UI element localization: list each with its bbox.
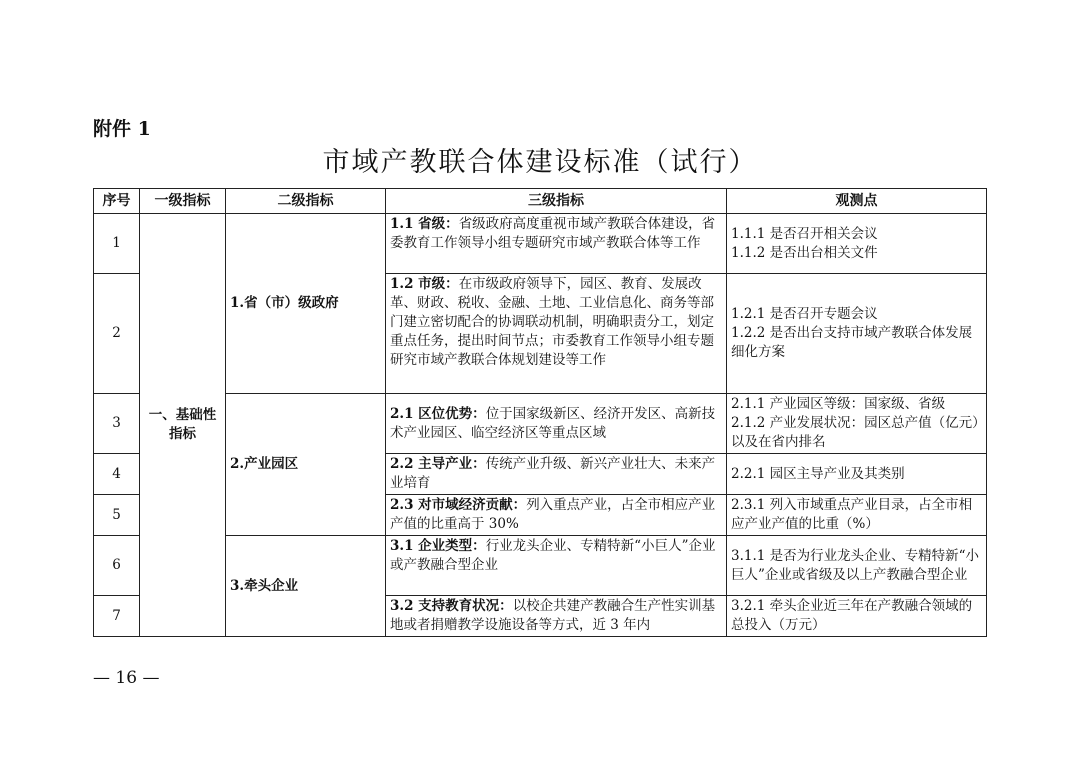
observation-point: 2.1.2 产业发展状况：园区总产值（亿元）以及在省内排名 bbox=[731, 415, 979, 450]
level2-indicator: 3.牵头企业 bbox=[226, 536, 386, 637]
level3-indicator bbox=[386, 596, 727, 637]
level3-label: 2.2 主导产业： bbox=[390, 456, 486, 472]
observation-point: 1.2.2 是否出台支持市域产教联合体发展细化方案 bbox=[731, 325, 973, 360]
standards-table bbox=[93, 188, 987, 637]
level3-label: 1.2 市级： bbox=[390, 276, 459, 292]
level3-text: 位于国家级新区、经济开发区、高新技术产业园区、临空经济区等重点区域 bbox=[390, 405, 716, 441]
document-title: 市域产教联合体建设标准（试行） bbox=[322, 147, 758, 178]
observation-point: 2.3.1 列入市域重点产业目录，占全市相应产业产值的比重（%） bbox=[731, 497, 973, 532]
observation-point: 2.1.1 产业园区等级：国家级、省级 bbox=[731, 396, 946, 412]
level3-label: 3.1 企业类型： bbox=[390, 538, 486, 554]
level1-line: 指标 bbox=[169, 426, 196, 442]
level3-indicator bbox=[386, 214, 727, 274]
table-header-row bbox=[94, 189, 987, 214]
annex-label: 附件 1 bbox=[93, 118, 151, 140]
observation-point: 1.1.1 是否召开相关会议 bbox=[731, 225, 878, 242]
level3-text: 列入重点产业，占全市相应产业产值的比重高于 30% bbox=[390, 497, 716, 532]
table-row bbox=[94, 536, 987, 596]
header-cell: 一级指标 bbox=[140, 189, 226, 214]
table-row bbox=[94, 214, 987, 274]
level3-indicator bbox=[386, 454, 727, 495]
header-cell: 序号 bbox=[94, 189, 140, 214]
observation-cell bbox=[727, 274, 987, 394]
level3-indicator bbox=[386, 274, 727, 394]
level3-text: 行业龙头企业、专精特新“小巨人”企业或产教融合型企业 bbox=[390, 538, 716, 573]
row-number: 1 bbox=[94, 214, 140, 274]
row-number: 3 bbox=[94, 394, 140, 454]
table-row bbox=[94, 394, 987, 454]
level2-indicator: 1.省（市）级政府 bbox=[226, 214, 386, 394]
observation-point: 1.1.2 是否出台相关文件 bbox=[731, 244, 878, 261]
header-cell: 三级指标 bbox=[386, 189, 727, 214]
observation-cell bbox=[727, 454, 987, 495]
observation-point: 3.1.1 是否为行业龙头企业、专精特新“小巨人”企业或省级及以上产教融合型企业 bbox=[731, 547, 980, 583]
observation-point: 2.2.1 园区主导产业及其类别 bbox=[731, 465, 905, 482]
observation-cell bbox=[727, 214, 987, 274]
level1-line: 一、基础性 bbox=[148, 407, 217, 423]
level3-text: 传统产业升级、新兴产业壮大、未来产业培育 bbox=[390, 456, 716, 491]
level3-label: 2.1 区位优势： bbox=[390, 405, 486, 422]
level3-label: 2.3 对市域经济贡献： bbox=[390, 497, 527, 513]
observation-cell bbox=[727, 394, 987, 454]
level3-indicator bbox=[386, 495, 727, 536]
observation-cell bbox=[727, 596, 987, 637]
level2-indicator: 2.产业园区 bbox=[226, 394, 386, 536]
observation-cell bbox=[727, 536, 987, 596]
page-number: — 16 — bbox=[93, 668, 160, 688]
level3-label: 3.2 支持教育状况： bbox=[390, 598, 513, 614]
observation-point: 1.2.1 是否召开专题会议 bbox=[731, 306, 878, 322]
row-number: 4 bbox=[94, 454, 140, 495]
level3-indicator bbox=[386, 536, 727, 596]
level3-text: 以校企共建产教融合生产性实训基地或者捐赠教学设施设备等方式，近 3 年内 bbox=[390, 598, 716, 633]
row-number: 7 bbox=[94, 596, 140, 637]
row-number: 2 bbox=[94, 274, 140, 394]
level1-indicator bbox=[140, 214, 226, 637]
observation-point: 3.2.1 牵头企业近三年在产教融合领域的总投入（万元） bbox=[731, 598, 973, 633]
level3-indicator bbox=[386, 394, 727, 454]
level3-label: 1.1 省级： bbox=[390, 216, 459, 232]
level3-text: 省级政府高度重视市域产教联合体建设，省委教育工作领导小组专题研究市域产教联合体等工作 bbox=[390, 216, 716, 251]
header-cell: 二级指标 bbox=[226, 189, 386, 214]
row-number: 6 bbox=[94, 536, 140, 596]
level3-text: 在市级政府领导下，园区、教育、发展改革、财政、税收、金融、土地、工业信息化、商务等部门建立密切配合的协调联动机制，明确职责分工，划定重点任务，提出时间节点；市委教育工作领导小组专题研究市域产教联合体规划建设等工作 bbox=[390, 276, 714, 368]
header-cell: 观测点 bbox=[727, 189, 987, 214]
observation-cell bbox=[727, 495, 987, 536]
row-number: 5 bbox=[94, 495, 140, 536]
